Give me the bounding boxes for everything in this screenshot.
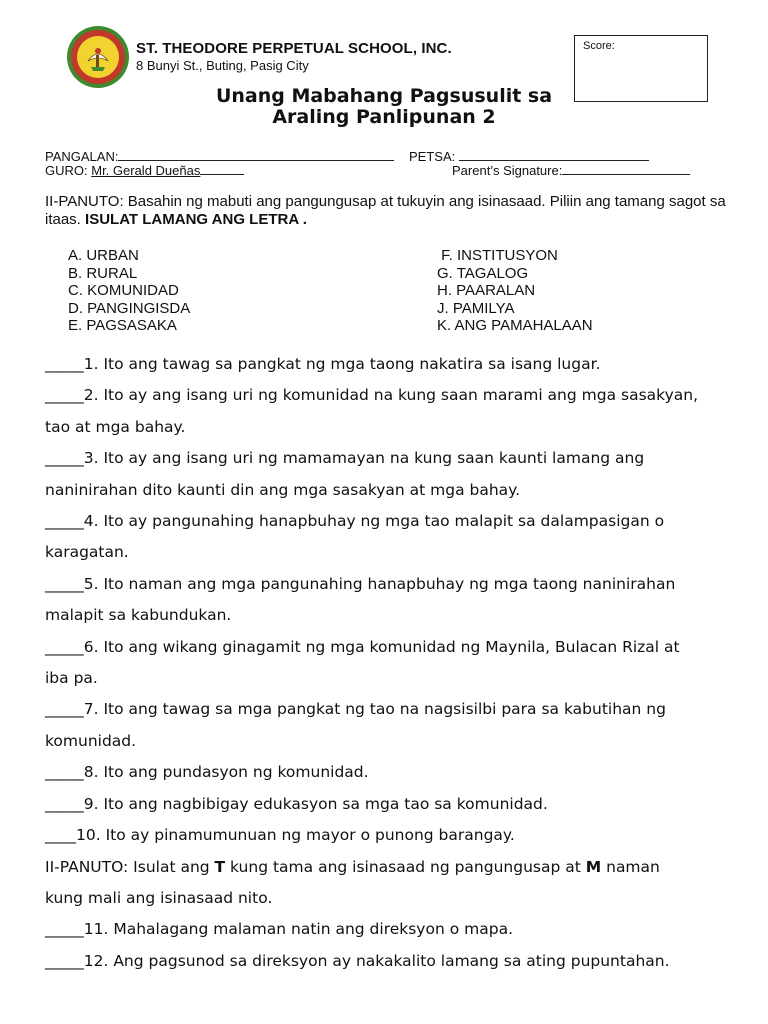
score-label: Score: bbox=[583, 40, 615, 52]
signature-line bbox=[452, 162, 690, 178]
question-line: _____1. Ito ang tawag sa pangkat ng mga taong nakatira sa isang lugar. bbox=[45, 355, 601, 373]
school-name: ST. THEODORE PERPETUAL SCHOOL, INC. bbox=[136, 40, 452, 57]
choice-j: J. PAMILYA bbox=[437, 299, 515, 317]
question-line: _____6. Ito ang wikang ginagamit ng mga komunidad ng Maynila, Bulacan Rizal at bbox=[45, 637, 680, 656]
question-line: _____7. Ito ang tawag sa mga pangkat ng tao na nagsisilbi para sa kabutihan ng bbox=[45, 700, 666, 719]
directions2-text-b: kung tama ang isinasaad ng pangungusap at bbox=[225, 857, 586, 876]
question-line: _____2. Ito ay ang isang uri ng komunidad na kung saan marami ang mga sasakyan, bbox=[45, 386, 698, 405]
questions-list bbox=[45, 349, 735, 977]
directions2-m: M bbox=[585, 857, 602, 876]
signature-label: Parent’s Signature: bbox=[452, 163, 563, 178]
directions-part2-line1 bbox=[45, 852, 735, 883]
question-line: _____11. Mahalagang malaman natin ang direksyon o mapa. bbox=[45, 920, 513, 939]
choice-k: K. ANG PAMAHALAAN bbox=[437, 317, 593, 334]
school-address: 8 Bunyi St., Buting, Pasig City bbox=[136, 58, 309, 73]
question-line: _____3. Ito ay ang isang uri ng mamamayan na kung saan kaunti lamang ang bbox=[45, 449, 645, 468]
question-line: _____4. Ito ay pangunahing hanapbuhay ng mga tao malapit sa dalampasigan o bbox=[45, 512, 665, 531]
choice-a: A. URBAN bbox=[68, 247, 139, 264]
teacher-name: Mr. Gerald Dueñas bbox=[91, 163, 201, 178]
directions-emphasis: ISULAT LAMANG ANG LETRA . bbox=[85, 211, 307, 228]
choice-e: E. PAGSASAKA bbox=[68, 317, 177, 334]
question-line: _____5. Ito naman ang mga pangunahing hanapbuhay ng mga taong naninirahan bbox=[45, 574, 676, 593]
exam-title bbox=[170, 86, 598, 128]
directions2-text-c: naman bbox=[601, 857, 660, 876]
school-logo bbox=[66, 25, 130, 89]
question-line: karagatan. bbox=[45, 543, 129, 562]
question-line: _____9. Ito ang nagbibigay edukasyon sa mga tao sa komunidad. bbox=[45, 794, 548, 813]
date-label: PETSA: bbox=[409, 149, 456, 164]
signature-blank[interactable] bbox=[562, 162, 690, 175]
teacher-label: GURO: bbox=[45, 163, 92, 178]
choices-right bbox=[437, 247, 593, 335]
question-line: iba pa. bbox=[45, 669, 98, 688]
choice-c: C. KOMUNIDAD bbox=[68, 282, 179, 299]
choice-h: H. PAARALAN bbox=[437, 282, 536, 299]
choice-d: D. PANGINGISDA bbox=[68, 299, 191, 317]
directions2-text-a: II-PANUTO: Isulat ang bbox=[45, 857, 215, 876]
directions-part2-line2: kung mali ang isinasaad nito. bbox=[45, 888, 273, 907]
name-blank[interactable] bbox=[118, 148, 394, 161]
question-line: ____10. Ito ay pinamumunuan ng mayor o punong barangay. bbox=[45, 826, 515, 845]
question-line: malapit sa kabundukan. bbox=[45, 606, 232, 625]
directions-part1 bbox=[45, 193, 735, 229]
directions2-t: T bbox=[214, 857, 226, 876]
choice-b: B. RURAL bbox=[68, 264, 138, 282]
directions-text: II-PANUTO: Basahin ng mabuti ang pangungusap at tukuyin ang isinasaad. Piliin ang tamang sagot sa itaas. bbox=[45, 193, 726, 228]
date-blank[interactable] bbox=[459, 148, 649, 161]
question-line: _____12. Ang pagsunod sa direksyon ay nakakalito lamang sa ating pupuntahan. bbox=[45, 951, 670, 970]
choice-f: F. INSTITUSYON bbox=[437, 247, 558, 264]
question-line: komunidad. bbox=[45, 731, 137, 750]
question-line: tao at mga bahay. bbox=[45, 417, 186, 436]
question-line: _____8. Ito ang pundasyon ng komunidad. bbox=[45, 763, 369, 782]
teacher-line bbox=[45, 162, 244, 178]
name-label: PANGALAN: bbox=[45, 149, 119, 164]
exam-title-line2: Araling Panlipunan 2 bbox=[272, 106, 496, 128]
question-line: naninirahan dito kaunti din ang mga sasakyan at mga bahay. bbox=[45, 480, 521, 499]
choices-left bbox=[68, 247, 190, 335]
choice-g: G. TAGALOG bbox=[437, 264, 529, 282]
exam-title-line1: Unang Mabahang Pagsusulit sa bbox=[215, 85, 553, 107]
teacher-blank bbox=[200, 162, 244, 175]
